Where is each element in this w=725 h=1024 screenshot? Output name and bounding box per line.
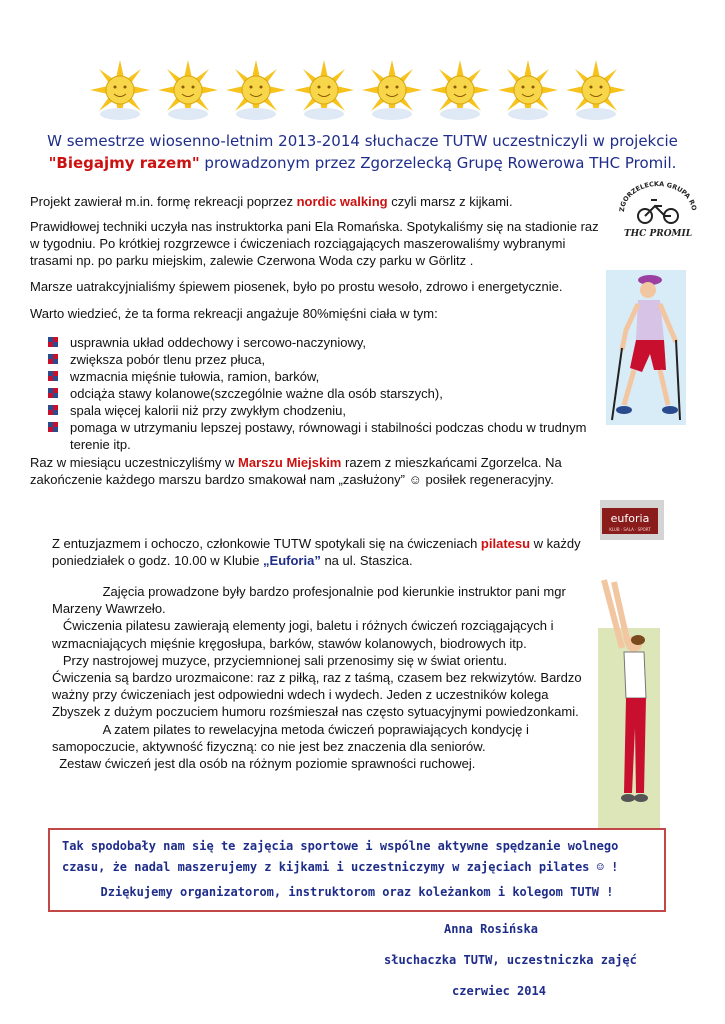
sun-icon <box>156 58 220 122</box>
sun-icon <box>88 58 152 122</box>
sun-icon <box>360 58 424 122</box>
summary-box <box>48 828 666 912</box>
paragraph-music: Przy nastrojowej muzyce, przyciemnionej sali przenosimy się w świat orientu. <box>52 652 508 668</box>
bullet-icon <box>48 422 58 432</box>
sun-border-decoration <box>88 58 628 122</box>
benefit-list-item <box>36 351 606 368</box>
highlight-nordic-walking: nordic walking <box>296 194 388 209</box>
logo-ring-text: ZGORZELECKA GRUPA RO <box>617 179 699 213</box>
sun-icon <box>224 58 288 122</box>
pilates-description <box>52 583 586 772</box>
paragraph-levels: Zestaw ćwiczeń jest dla osób na różnym poziomie sprawności ruchowej. <box>52 756 476 772</box>
text-span: czyli marsz z kijkami. <box>387 194 513 209</box>
paragraph-instructor: Prawidłowej techniki uczyła nas instruktorka pani Ela Romańska. Spotykaliśmy się na stadionie raz w tygodniu. Po krótkiej rozgrzewce i ćwiczeniach rozciągających maszerowaliśmy wybranymi trasami np. po parku miejskim, zalewie Czerwona Woda czy parku w Görlitz . <box>30 219 599 268</box>
benefit-text: wzmacnia mięśnie tułowia, ramion, barków, <box>70 369 320 384</box>
project-name: "Biegajmy razem" <box>48 154 200 172</box>
euforia-logo-text: euforia <box>610 512 650 525</box>
logo-name-text: THC PROMIL <box>623 229 693 239</box>
stretching-figure-illustration <box>598 578 660 828</box>
text-span: na ul. Staszica. <box>320 553 413 568</box>
headline-line-2 <box>40 152 685 174</box>
summary-text: Tak spodobały nam się te zajęcia sportowe i wspólne aktywne spędzanie wolnego czasu, że nadal maszerujemy z kijkami i uczestniczymy w zajęciach pilates ☺ ! <box>62 839 619 874</box>
benefit-list-item <box>36 385 606 402</box>
document-date: czerwiec 2014 <box>452 984 546 998</box>
paragraph-nordic-walking <box>30 193 590 210</box>
bullet-icon <box>48 371 58 381</box>
benefit-list-item <box>36 334 606 351</box>
bullet-icon <box>48 354 58 364</box>
author-name: Anna Rosińska <box>444 922 538 936</box>
author-role: słuchaczka TUTW, uczestniczka zajęć <box>384 953 637 967</box>
highlight-euforia: „Euforia” <box>263 553 321 568</box>
paragraph-pilates-elements: Ćwiczenia pilatesu zawierają elementy jogi, baletu i różnych ćwiczeń rozciągających i wzmacniających mięśnie kręgosłupa, barków, stawów kolanowych, biodrowych itp. <box>52 618 558 651</box>
paragraph-exercises: Ćwiczenia są bardzo urozmaicone: raz z piłką, raz z taśmą, czasem bez rekwizytów. Bardzo ważny przy ćwiczeniach jest odpowiedni wdech i wydech. Jeden z uczestników kolega Zbyszek z dużym poczuciem humoru rozśmieszał nas często sytuacyjnymi powiedzonkami. <box>52 670 586 720</box>
benefit-text: zwiększa pobór tlenu przez płuca, <box>70 352 266 367</box>
benefit-text: pomaga w utrzymaniu lepszej postawy, równowagi i stabilności podczas chodu w trudnym terenie itp. <box>70 420 587 452</box>
page-headline <box>40 130 685 174</box>
text-span: razem z mieszkańcami Zgorzelca. Na zakończenie każdego marszu bardzo smakował nam „zasłużony” ☺ posiłek regeneracyjny. <box>30 455 562 487</box>
paragraph-muscles: Warto wiedzieć, że ta forma rekreacji angażuje 80%mięśni ciała w tym: <box>30 306 438 321</box>
thc-promil-logo <box>610 178 706 240</box>
paragraph-city-march <box>30 454 595 488</box>
headline-line-2-rest: prowadzonym przez Zgorzelecką Grupę Rowerowa THC Promil. <box>199 154 677 172</box>
bullet-icon <box>48 405 58 415</box>
sun-icon <box>564 58 628 122</box>
highlight-pilates: pilatesu <box>480 536 531 551</box>
nordic-walker-illustration <box>606 270 686 425</box>
text-span: Projekt zawierał m.in. formę rekreacji poprzez <box>30 194 297 209</box>
benefit-text: usprawnia układ oddechowy i sercowo-naczyniowy, <box>70 335 367 350</box>
text-span: w każdy poniedziałek o godz. 10.00 w Klubie <box>52 536 581 568</box>
highlight-city-march: Marszu Miejskim <box>238 455 342 470</box>
benefit-text: odciąża stawy kolanowe(szczególnie ważne dla osób starszych), <box>70 386 443 401</box>
headline-line-1: W semestrze wiosenno-letnim 2013-2014 słuchacze TUTW uczestniczyli w projekcie <box>47 132 678 150</box>
bullet-icon <box>48 388 58 398</box>
paragraph-songs: Marsze uatrakcyjnialiśmy śpiewem piosenek, było po prostu wesoło, zdrowo i energetycznie. <box>30 279 563 294</box>
paragraph-method: A zatem pilates to rewelacyjna metoda ćwiczeń poprawiających kondycję i samopoczucie, aktywność fizyczną: co nie jest bez znaczenia dla seniorów. <box>52 721 533 754</box>
sun-icon <box>292 58 356 122</box>
text-span: Raz w miesiącu uczestniczyliśmy w <box>30 455 239 470</box>
benefits-list <box>36 334 606 453</box>
paragraph-pilates-intro <box>52 535 592 569</box>
benefit-list-item <box>36 402 606 419</box>
euforia-logo-subtext: KLUB · SALA · SPORT <box>609 527 651 532</box>
sun-icon <box>428 58 492 122</box>
text-span: Z entuzjazmem i ochoczo, członkowie TUTW spotykali się na ćwiczeniach <box>52 536 481 551</box>
benefit-list-item <box>36 419 606 453</box>
euforia-club-logo <box>600 500 664 540</box>
thanks-text: Dziękujemy organizatorom, instruktorom oraz koleżankom i kolegom TUTW ! <box>100 885 614 899</box>
benefit-text: spala więcej kalorii niż przy zwykłym chodzeniu, <box>70 403 346 418</box>
benefit-list-item <box>36 368 606 385</box>
bullet-icon <box>48 337 58 347</box>
paragraph-instructor-pilates: Zajęcia prowadzone były bardzo profesjonalnie pod kierunkie instruktor pani mgr Marzeny Wawrzeło. <box>52 584 570 617</box>
sun-icon <box>496 58 560 122</box>
